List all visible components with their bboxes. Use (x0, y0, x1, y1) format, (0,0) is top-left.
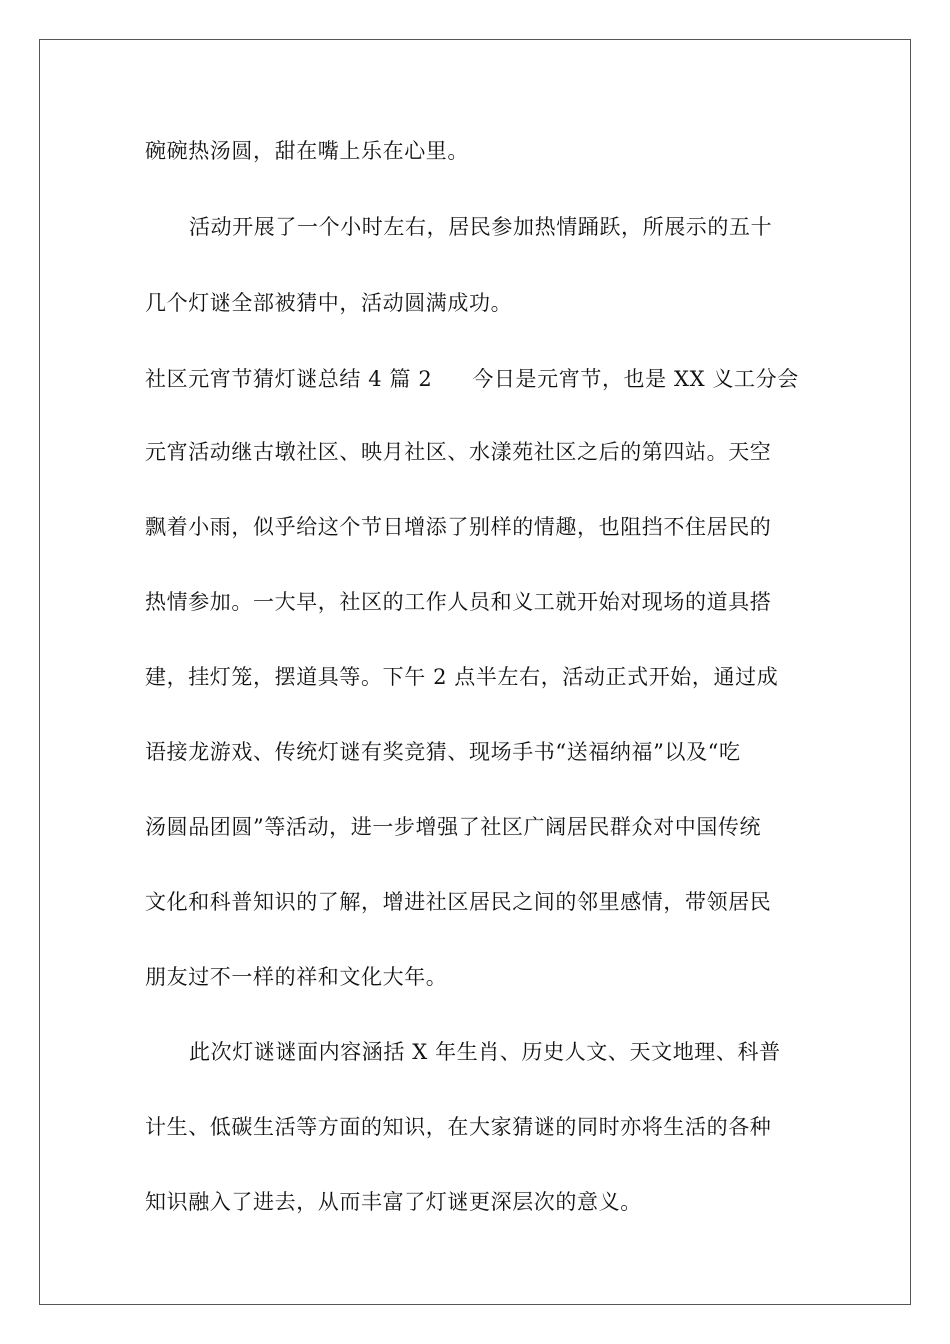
body-text-line: 知识融入了进去，从而丰富了灯谜更深层次的意义。 (145, 1190, 642, 1214)
paragraph-first-line: 活动开展了一个小时左右，居民参加热情踊跃，所展示的五十 (189, 215, 773, 239)
body-text-line: 汤圆品团圆”等活动，进一步增强了社区广阔居民群众对中国传统 (145, 815, 762, 839)
section-heading-continuation: 今日是元宵节，也是 XX 义工分会 (472, 367, 799, 391)
body-text-line: 碗碗热汤圆，甜在嘴上乐在心里。 (145, 139, 469, 163)
paragraph-first-line: 此次灯谜谜面内容涵括 X 年生肖、历史人文、天文地理、科普 (189, 1040, 781, 1064)
body-text-line: 热情参加。一大早，社区的工作人员和义工就开始对现场的道具搭 (145, 590, 772, 614)
section-heading-line (145, 364, 799, 394)
body-text-line: 计生、低碳生活等方面的知识，在大家猜谜的同时亦将生活的各种 (145, 1115, 772, 1139)
body-text-line: 语接龙游戏、传统灯谜有奖竞猜、现场手书“送福纳福”以及“吃 (145, 740, 741, 764)
body-text-line: 文化和科普知识的了解，增进社区居民之间的邻里感情，带领居民 (145, 890, 772, 914)
body-text-line: 建，挂灯笼，摆道具等。下午 2 点半左右，活动正式开始，通过成 (145, 665, 779, 689)
section-heading-title: 社区元宵节猜灯谜总结 4 篇 2 (145, 367, 433, 391)
body-text-line: 元宵活动继古墩社区、映月社区、水漾苑社区之后的第四站。天空 (145, 440, 772, 464)
body-text-line: 朋友过不一样的祥和文化大年。 (145, 965, 448, 989)
body-text-line: 几个灯谜全部被猜中，活动圆满成功。 (145, 291, 513, 315)
body-text-line: 飘着小雨，似乎给这个节日增添了别样的情趣，也阻挡不住居民的 (145, 515, 772, 539)
